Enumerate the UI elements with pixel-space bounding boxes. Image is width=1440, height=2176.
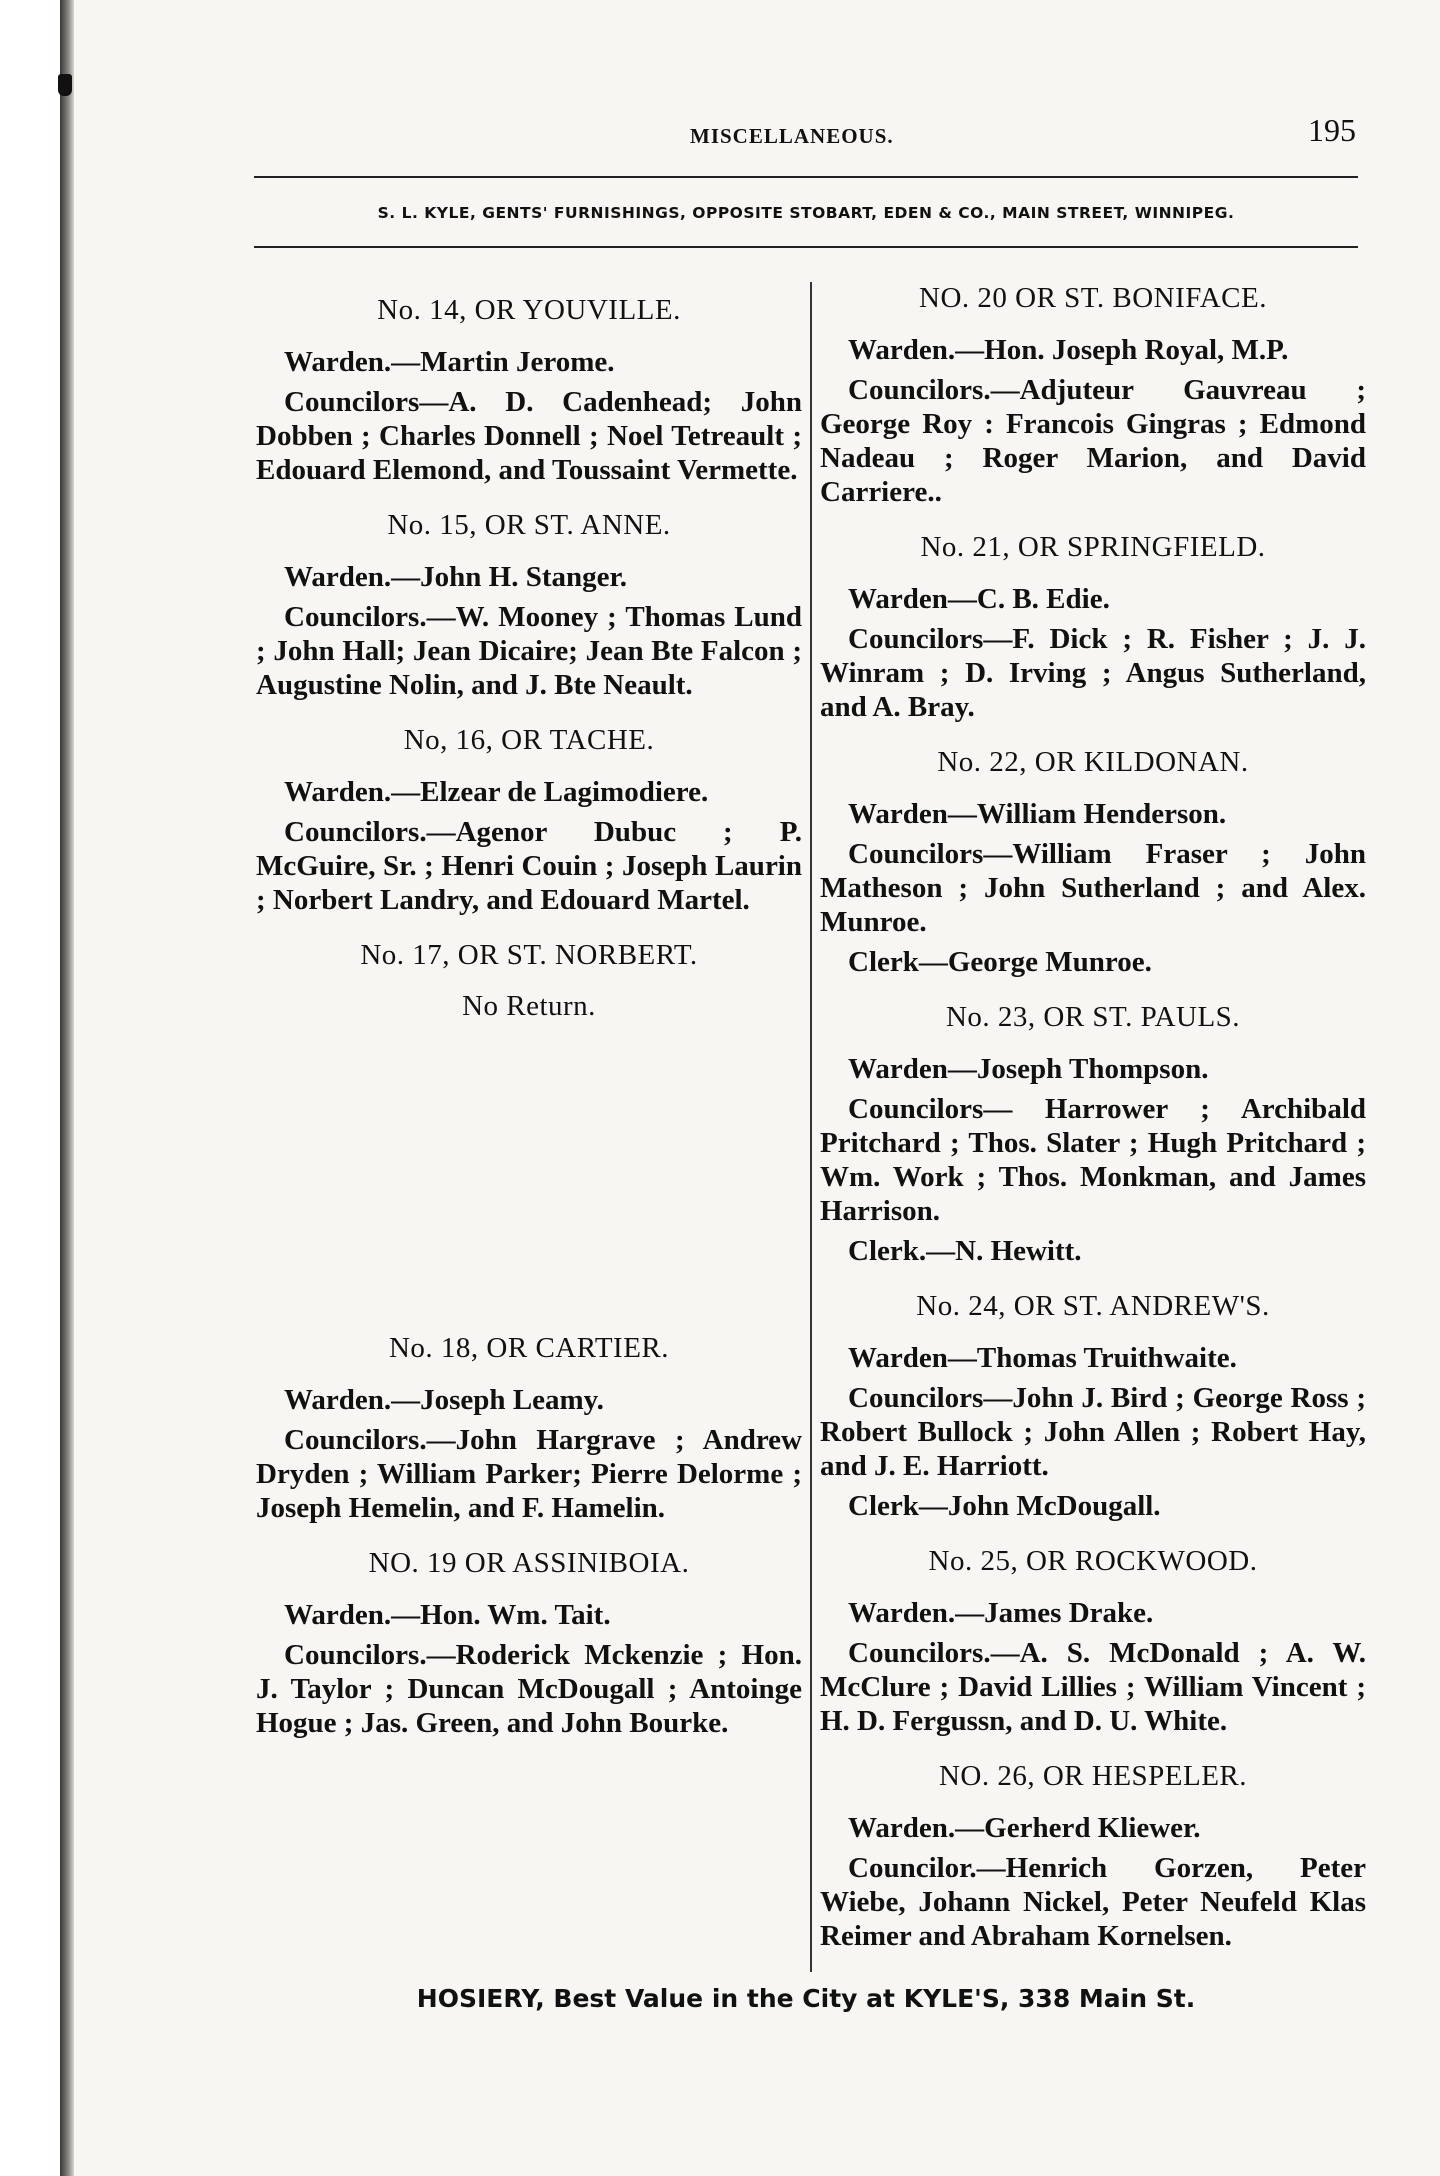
running-head [0, 112, 1440, 164]
no-return-note: No Return. [462, 990, 596, 1022]
ward-heading: No. 24, OR ST. ANDREW'S. [916, 1290, 1270, 1322]
warden-line: Warden.—Joseph Leamy. [284, 1384, 604, 1416]
councilors-line: Councilors.—Agenor Dubuc ; P. McGuire, Sr. ; Henri Couin ; Joseph Laurin ; Norbert Landry, and Edouard Martel. [256, 816, 802, 916]
councilors-line: Councilors.—John Hargrave ; Andrew Dryden ; William Parker; Pierre Delorme ; Joseph Hemelin, and F. Hamelin. [256, 1424, 802, 1524]
councilors-line: Councilors— Harrower ; Archibald Pritchard ; Thos. Slater ; Hugh Pritchard ; Wm. Work ; Thos. Monkman, and James Harrison. [820, 1093, 1366, 1227]
ward-heading: NO. 26, OR HESPELER. [938, 1760, 1248, 1792]
councilors-line: Councilor.—Henrich Gorzen, Peter Wiebe, Johann Nickel, Peter Neufeld Klas Reimer and Abraham Kornelsen. [820, 1852, 1366, 1952]
councilors-line: Councilors—John J. Bird ; George Ross ; Robert Bullock ; John Allen ; Robert Hay, and J. E. Harriott. [820, 1382, 1366, 1482]
ward-heading: No. 17, OR ST. NORBERT. [360, 939, 698, 971]
ward-entry [820, 746, 1366, 979]
ward-entry [256, 1547, 802, 1740]
page-number: 195 [1308, 112, 1356, 148]
binding-mark [58, 74, 72, 96]
warden-line: Warden.—James Drake. [848, 1597, 1154, 1629]
warden-line: Warden.—Martin Jerome. [284, 346, 615, 378]
ward-entry [820, 1290, 1366, 1523]
advertisement-top: S. L. KYLE, GENTS' FURNISHINGS, OPPOSITE STOBART, EDEN & CO., MAIN STREET, WINNIPEG. [377, 204, 1235, 222]
ward-heading: No. 25, OR ROCKWOOD. [928, 1545, 1258, 1577]
warden-line: Warden—Thomas Truithwaite. [848, 1342, 1237, 1374]
councilors-line: Councilors.—A. S. McDonald ; A. W. McClure ; David Lillies ; William Vincent ; H. D. Fergussn, and D. U. White. [820, 1637, 1366, 1737]
ward-heading: No. 18, OR CARTIER. [388, 1332, 670, 1364]
ward-entry [256, 939, 802, 1023]
ward-entry [256, 1332, 802, 1525]
warden-line: Warden.—Hon. Joseph Royal, M.P. [848, 334, 1289, 366]
ward-entry [820, 531, 1366, 724]
councilors-line: Councilors.—W. Mooney ; Thomas Lund ; John Hall; Jean Dicaire; Jean Bte Falcon ; Augustine Nolin, and J. Bte Neault. [256, 601, 802, 701]
column-divider [810, 282, 812, 1972]
councilors-line: Councilors—A. D. Cadenhead; John Dobben ; Charles Donnell ; Noel Tetreault ; Edouard Elemond, and Toussaint Vermette. [256, 386, 802, 486]
clerk-line: Clerk—George Munroe. [848, 946, 1152, 978]
ward-entry [256, 724, 802, 917]
header-rule-bottom [254, 246, 1358, 248]
section-title: MISCELLANEOUS. [690, 124, 894, 148]
councilors-line: Councilors—F. Dick ; R. Fisher ; J. J. Winram ; D. Irving ; Angus Sutherland, and A. Bray. [820, 623, 1366, 723]
ward-heading: No. 22, OR KILDONAN. [937, 746, 1249, 778]
page-margin [0, 0, 60, 2176]
header-rule-top [254, 176, 1358, 178]
councilors-line: Councilors—William Fraser ; John Matheson ; John Sutherland ; and Alex. Munroe. [820, 838, 1366, 938]
warden-line: Warden—Joseph Thompson. [848, 1053, 1209, 1085]
ward-entry [256, 509, 802, 702]
clerk-line: Clerk.—N. Hewitt. [848, 1235, 1082, 1267]
warden-line: Warden.—Hon. Wm. Tait. [284, 1599, 611, 1631]
advertisement-bottom: HOSIERY, Best Value in the City at KYLE'S, 338 Main St. [416, 1984, 1196, 2013]
ward-heading: NO. 19 OR ASSINIBOIA. [368, 1547, 690, 1579]
ward-heading: No. 21, OR SPRINGFIELD. [920, 531, 1266, 563]
page-spine-shadow [60, 0, 74, 2176]
ward-heading: No. 14, OR YOUVILLE. [377, 294, 681, 326]
column-gap [256, 1045, 802, 1320]
ward-heading: NO. 20 OR ST. BONIFACE. [919, 282, 1267, 314]
councilors-line: Councilors.—Roderick Mckenzie ; Hon. J. Taylor ; Duncan McDougall ; Antoinge Hogue ; Jas. Green, and John Bourke. [256, 1639, 802, 1739]
ward-entry [820, 1001, 1366, 1268]
clerk-line: Clerk—John McDougall. [848, 1490, 1161, 1522]
councilors-line: Councilors.—Adjuteur Gauvreau ; George Roy : Francois Gingras ; Edmond Nadeau ; Roger Marion, and David Carriere.. [820, 374, 1366, 508]
ward-heading: No. 15, OR ST. ANNE. [387, 509, 671, 541]
ward-entry [820, 1760, 1366, 1953]
warden-line: Warden.—John H. Stanger. [284, 561, 627, 593]
ward-heading: No. 23, OR ST. PAULS. [945, 1001, 1241, 1033]
right-column [820, 282, 1366, 1975]
warden-line: Warden.—Elzear de Lagimodiere. [284, 776, 709, 808]
warden-line: Warden—C. B. Edie. [848, 583, 1110, 615]
ward-entry [256, 294, 802, 487]
warden-line: Warden.—Gerherd Kliewer. [848, 1812, 1201, 1844]
ward-entry [820, 1545, 1366, 1738]
left-column [256, 282, 802, 1762]
ward-heading: No, 16, OR TACHE. [403, 724, 655, 756]
warden-line: Warden—William Henderson. [848, 798, 1227, 830]
ward-entry [820, 282, 1366, 509]
